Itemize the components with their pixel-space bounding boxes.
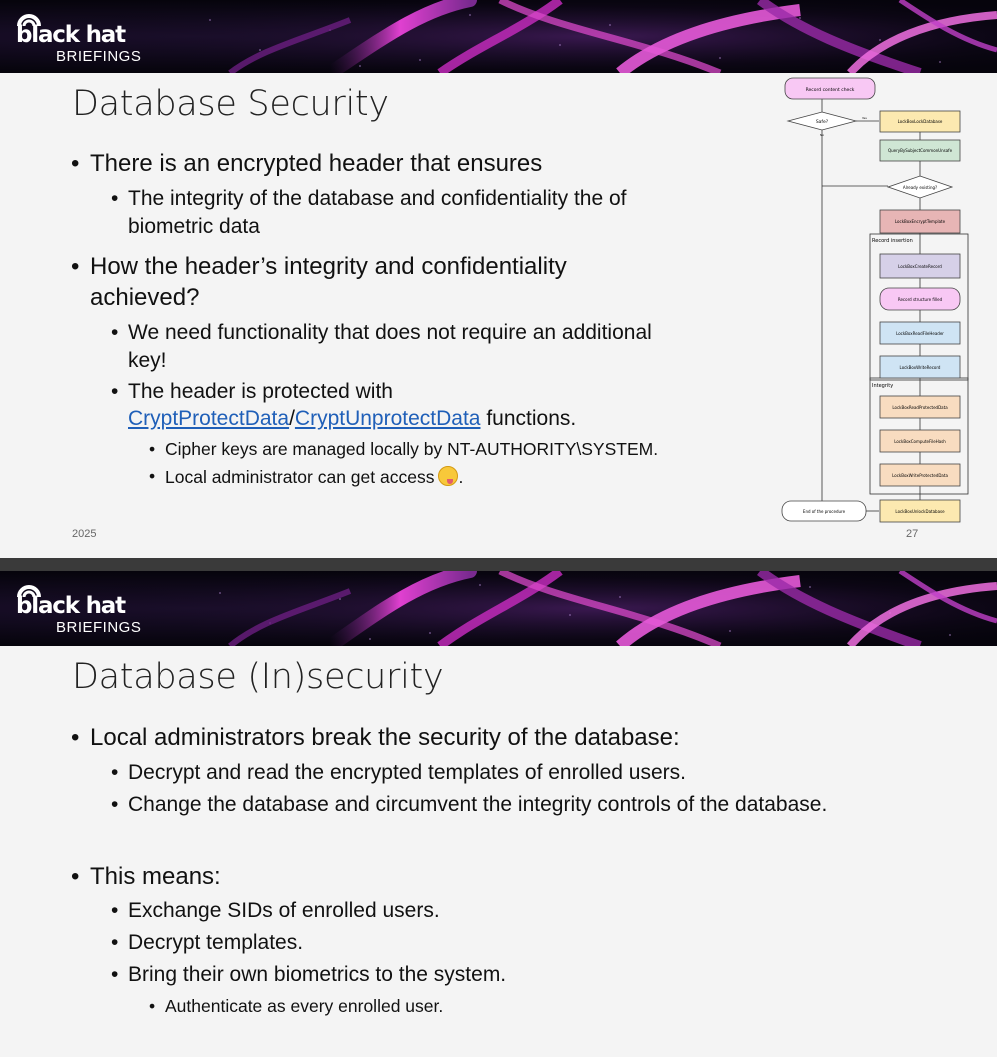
- flow-query-label: QueryBySubjectCommonUnsafe: [887, 148, 953, 153]
- bullet-authenticate: • Authenticate as every enrolled user.: [165, 996, 443, 1017]
- bullet-this-means: • This means:: [90, 863, 221, 891]
- bullet-exchange-sids: • Exchange SIDs of enrolled users.: [128, 899, 440, 923]
- local-admin-text: Local administrator can get access: [165, 467, 435, 487]
- local-admin-tail: .: [458, 467, 464, 487]
- bullet-functions-line: [128, 407, 576, 431]
- flow-no-label: No: [820, 133, 825, 137]
- flow-yes-label: Yes: [862, 116, 867, 120]
- flow-unlock-label: LockBoxUnlockDatabase: [895, 509, 945, 514]
- bullet-cipher-keys: • Cipher keys are managed locally by NT-AUTHORITY\SYSTEM.: [165, 439, 658, 460]
- bullet-no-key: • We need functionality that does not require an additional: [128, 321, 652, 345]
- flow-writeprotected-label: LockBoxWriteProtectedData: [892, 473, 948, 478]
- flow-end-label: End of the procedure: [802, 509, 846, 514]
- flow-writerecord-label: LockBoxWriteRecord: [899, 365, 941, 370]
- footer-year: 2025: [72, 528, 97, 540]
- flow-group-integrity: Integrity: [872, 383, 894, 389]
- logo-name: black hat: [16, 22, 125, 48]
- flow-create-label: LockBoxCreateRecord: [898, 264, 942, 269]
- bullet-local-admin: [165, 466, 463, 488]
- bullet-integrity-cont: biometric data: [128, 215, 260, 238]
- blackhat-logo: [16, 4, 166, 68]
- flowchart: [780, 76, 980, 526]
- slide-banner: [0, 0, 997, 73]
- flow-readprotected-label: LockBoxReadProtectedData: [892, 405, 948, 410]
- flow-filled-label: Record structure filled: [897, 297, 943, 302]
- flow-lock-label: LockBoxLockDatabase: [897, 119, 943, 124]
- flow-decision-safe-label: Safe?: [815, 120, 829, 125]
- flow-encrypt-label: LockBoxEncryptTemplate: [894, 219, 946, 224]
- flow-decision-existing-label: Already existing?: [902, 185, 938, 190]
- face-savoring-food-icon: [438, 466, 458, 486]
- bullet-how-achieved: • How the header’s integrity and confidentiality: [90, 253, 567, 281]
- bullet-encrypted-header: • There is an encrypted header that ensures: [90, 150, 542, 178]
- bullet-decrypt-templates: • Decrypt templates.: [128, 931, 303, 955]
- bullet-own-biometrics: • Bring their own biometrics to the system.: [128, 963, 506, 987]
- flow-computehash-label: LockBoxComputeFileHash: [894, 439, 946, 444]
- slide-database-insecurity: [0, 571, 997, 1057]
- link-cryptunprotectdata[interactable]: CryptUnprotectData: [294, 407, 481, 430]
- slide-title: Database Security: [72, 84, 389, 124]
- link-separator: /: [289, 407, 295, 430]
- logo-name: black hat: [16, 593, 125, 619]
- logo-subtitle: BRIEFINGS: [56, 619, 142, 636]
- flow-readheader-label: LockBoxReadFileHeader: [896, 331, 944, 336]
- slide-banner: [0, 571, 997, 646]
- footer-page-number: 27: [906, 528, 919, 540]
- bullet-decrypt-read: • Decrypt and read the encrypted templates of enrolled users.: [128, 761, 686, 785]
- bullet-change-database: • Change the database and circumvent the integrity controls of the database.: [128, 793, 827, 817]
- bullet-no-key-cont: key!: [128, 349, 167, 372]
- logo-subtitle: BRIEFINGS: [56, 48, 142, 65]
- bullet-protected-with: • The header is protected with: [128, 380, 393, 404]
- flow-group-record-insertion: Record insertion: [872, 238, 913, 244]
- link-cryptprotectdata[interactable]: CryptProtectData: [128, 407, 290, 430]
- bullet-local-admins-break: • Local administrators break the security of the database:: [90, 724, 680, 752]
- functions-text: functions.: [480, 407, 577, 430]
- slide-title: Database (In)security: [72, 657, 444, 697]
- flow-start-label: Record content check: [805, 88, 855, 93]
- blackhat-logo: [16, 575, 166, 639]
- bullet-how-achieved-cont: achieved?: [90, 284, 200, 311]
- bullet-integrity: • The integrity of the database and confidentiality the of: [128, 187, 627, 211]
